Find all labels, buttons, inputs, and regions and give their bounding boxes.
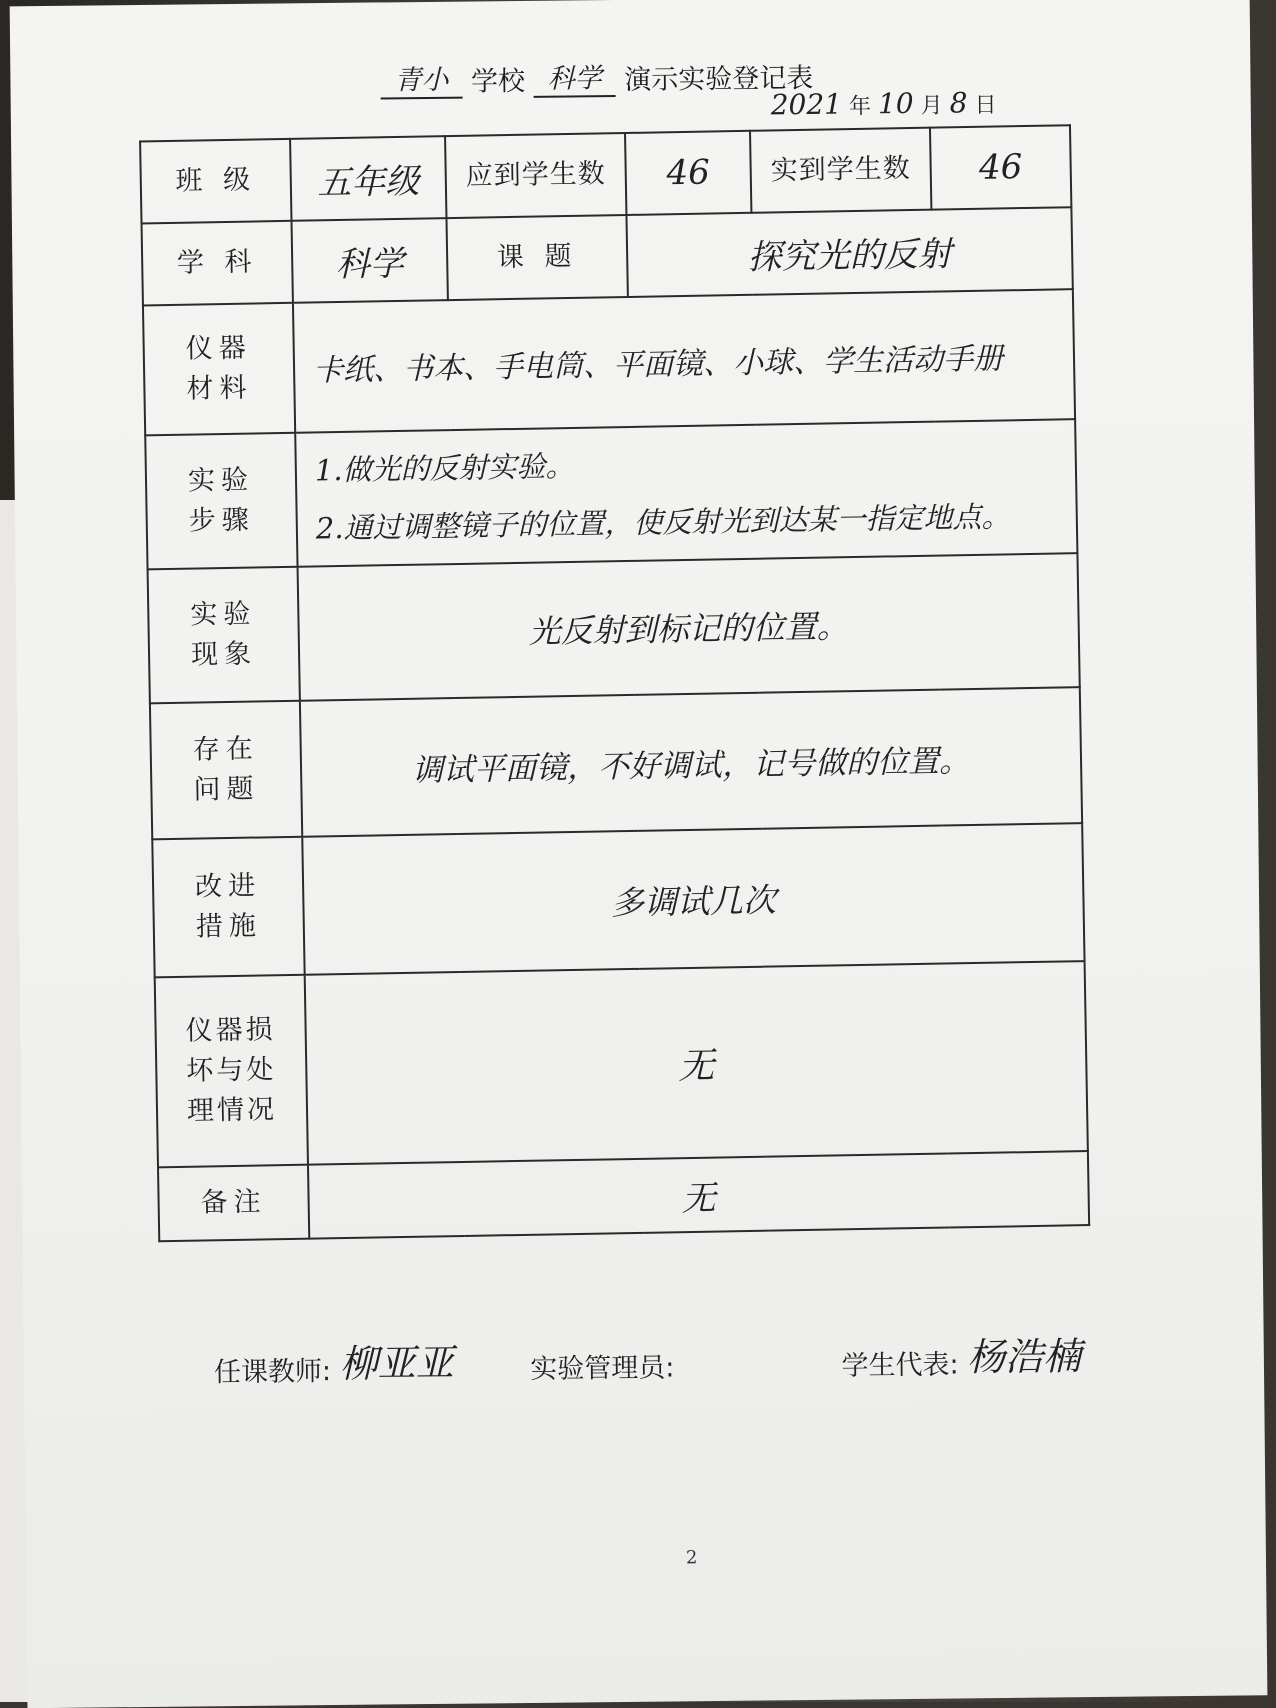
actual-label: 实到学生数 xyxy=(750,128,931,213)
table-row xyxy=(145,419,1077,569)
damage-value: 无 xyxy=(305,961,1088,1165)
table-row xyxy=(148,553,1080,703)
materials-value: 卡纸、书本、手电筒、平面镜、小球、学生活动手册 xyxy=(293,289,1075,433)
phenomenon-label-line: 实验 xyxy=(190,598,257,631)
steps-label-line: 步骤 xyxy=(188,504,255,537)
phenomenon-label-line: 现象 xyxy=(190,638,258,671)
label-form: 演示实验登记表 xyxy=(624,62,814,96)
phenomenon-value: 光反射到标记的位置。 xyxy=(298,553,1080,701)
problem-label xyxy=(150,701,302,840)
form-paper xyxy=(10,0,1268,1708)
materials-label-line: 仪器 xyxy=(185,332,252,365)
expected-label: 应到学生数 xyxy=(445,133,626,218)
class-value: 五年级 xyxy=(290,136,446,221)
subject-name: 科学 xyxy=(533,56,615,98)
subject-value: 科学 xyxy=(292,218,448,303)
improve-label-line: 改进 xyxy=(194,870,262,903)
student-label: 学生代表: xyxy=(841,1349,959,1382)
phenomenon-label xyxy=(148,567,300,704)
table-row xyxy=(143,289,1075,435)
teacher-label: 任课教师: xyxy=(213,1356,332,1389)
actual-value: 46 xyxy=(930,125,1071,209)
materials-label xyxy=(143,303,295,436)
table-row xyxy=(158,1151,1089,1241)
damage-label-line: 仪器损 xyxy=(185,1014,276,1047)
student-signature: 杨浩楠 xyxy=(966,1334,1082,1380)
improve-value: 多调试几次 xyxy=(302,823,1084,975)
table-row xyxy=(155,961,1088,1167)
page-number: 2 xyxy=(685,1547,698,1569)
class-label: 班 级 xyxy=(140,139,291,224)
label-day: 日 xyxy=(974,92,997,119)
steps-value xyxy=(295,419,1077,567)
table-row xyxy=(152,823,1084,977)
table-row xyxy=(150,687,1082,839)
subject-label: 学 科 xyxy=(142,221,293,306)
date-day: 8 xyxy=(949,86,968,120)
steps-label xyxy=(145,433,297,570)
manager-label: 实验管理员: xyxy=(530,1352,675,1385)
teacher-signature: 柳亚亚 xyxy=(339,1340,454,1386)
registration-table xyxy=(139,124,1090,1242)
damage-label-line: 坏与处 xyxy=(186,1054,277,1087)
label-year: 年 xyxy=(848,94,872,120)
damage-label-line: 理情况 xyxy=(186,1094,278,1127)
signature-row xyxy=(214,1324,1175,1389)
form-date xyxy=(771,86,997,121)
steps-label-line: 实验 xyxy=(187,464,255,497)
date-month: 10 xyxy=(877,86,914,121)
step-item: 2.通过调整镜子的位置，使反射光到达某一指定地点。 xyxy=(315,499,1011,546)
step-item: 1.做光的反射实验。 xyxy=(314,448,575,488)
materials-label-line: 材料 xyxy=(186,372,253,405)
school-name: 青小 xyxy=(380,58,462,100)
expected-value: 46 xyxy=(625,131,751,215)
topic-value: 探究光的反射 xyxy=(626,207,1072,297)
topic-label: 课 题 xyxy=(446,215,627,300)
problem-value: 调试平面镜，不好调试，记号做的位置。 xyxy=(300,687,1082,837)
label-month: 月 xyxy=(920,93,943,119)
improve-label-line: 措施 xyxy=(195,910,263,943)
remark-value: 无 xyxy=(308,1151,1089,1239)
date-year: 2021 xyxy=(770,87,843,122)
problem-label-line: 存在 xyxy=(192,733,259,766)
damage-label xyxy=(155,975,308,1168)
problem-label-line: 问题 xyxy=(193,773,260,806)
label-school: 学校 xyxy=(470,65,526,98)
remark-label: 备注 xyxy=(158,1165,309,1242)
improve-label xyxy=(152,837,304,978)
